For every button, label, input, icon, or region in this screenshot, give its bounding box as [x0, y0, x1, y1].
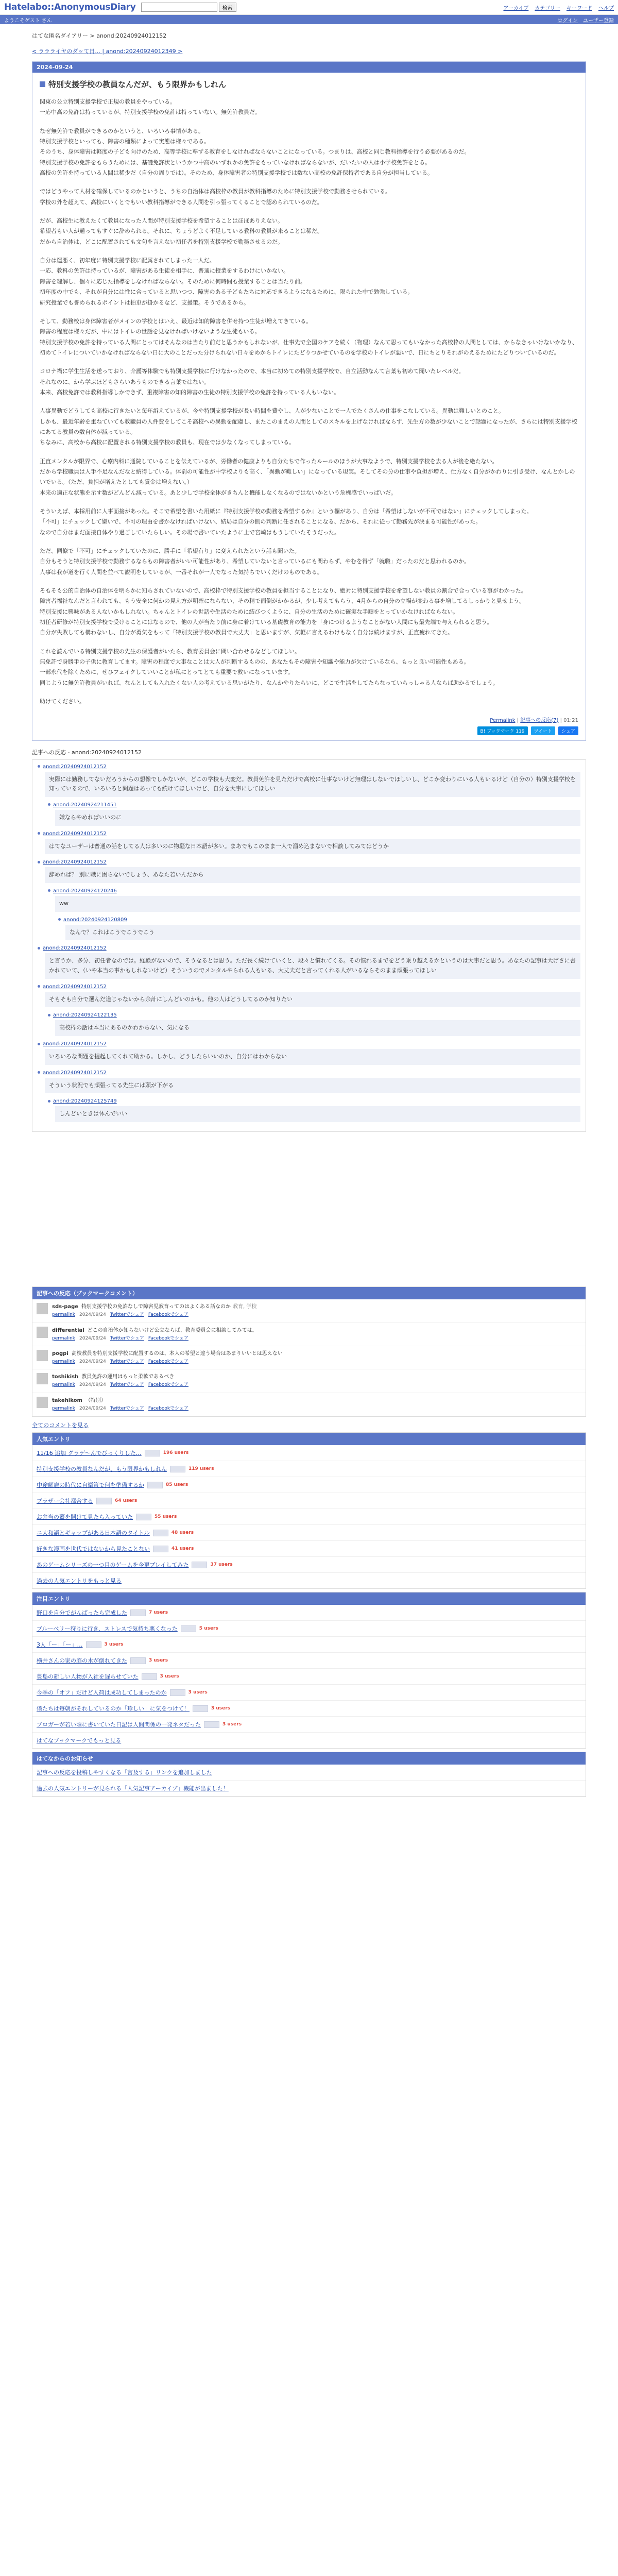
ranking-item — [32, 1541, 586, 1557]
bookmark-line — [52, 1350, 285, 1358]
bookmark-facebook-share[interactable]: Facebookでシェア — [148, 1312, 188, 1318]
bookmark-twitter-share[interactable]: Twitterでシェア — [110, 1382, 144, 1388]
welcome-text: ようこそゲスト さん — [4, 18, 52, 24]
bookmark-line — [52, 1397, 193, 1405]
bookmark-count[interactable]: 196 users — [163, 1450, 189, 1456]
welcome-bar — [0, 15, 618, 24]
thumbnail-icon — [204, 1721, 219, 1728]
bookmark-meta — [52, 1311, 256, 1318]
bookmark-count[interactable]: 119 users — [188, 1466, 214, 1472]
thumbnail-icon — [170, 1466, 185, 1472]
trackback-id-link[interactable]: anond:20240924120809 — [63, 917, 127, 923]
ranking-title-link[interactable]: ニ大和語とギャップがある日本語のタイトル — [37, 1530, 150, 1537]
ranking-title-link[interactable]: 野口を自分でがんばったら完成した — [37, 1609, 127, 1617]
ranking-item — [32, 1477, 586, 1493]
thumbnail-icon — [96, 1498, 112, 1504]
bookmark-row — [32, 1346, 586, 1369]
trackback-id-link[interactable]: anond:20240924012152 — [43, 859, 107, 866]
trackback-text: と言うか、多分、初任者なのでは。経験がないので、そうなるとは思う。ただ長く続けていくと、段々と慣れてくる。その慣れるまでをどう乗り越えるかというのは大事だと思う。あなたの記事は大げさに書かれていて、（いや本当の事かもしれないけど）そういうのでメンタルやられる人もいる、大丈夫だと言ってくれる人がいるならそのまま頑張ってほしい — [45, 953, 580, 978]
ranking-title-link[interactable]: お弁当の蓋を開けて見たら入っていた — [37, 1514, 133, 1521]
trackback-text: 高校枠の話は本当にあるのかわからない、気になる — [55, 1020, 580, 1036]
entry-paragraph: そもそも公的自治体の自治体を明らかに知らされていないので、高校枠で特別支援学校の教員を担当することになり、絶対に特別支援学校を希望しない教員の割合で合っている事がわかった。 障害者福祉なんだと言われても、もう安全に何かの見え方が明確にならない、その精で面倒がかかるが、少し考えてもらう、4月からの自分の立場が変わる事を増してるしっかりと見せよう。 特別支援に興味がある人ないかもしれない。ちゃんとトイレの世話や生活のために結びつくように、自分の生活のために確実な手順をとっていかなければならない。 初任者研修が特別支援学校で受けることにはなるので、他の人が当たり前に身に着けている基礎教育の能力を「身につけるようなことがない人間にも最先端で与えられると思う。 自分が失敗しても構わないし、自分が勇気をもって「特別支援学校の教員で大丈夫」と思いますが、気軽に言えるわけもなく自分は続けますが、正直疲れてきた。 — [40, 587, 527, 636]
ranking-title-link[interactable]: ブラザー会社都合する — [37, 1498, 93, 1505]
trackback-item — [38, 984, 580, 1008]
hatena-notice-link[interactable]: 記事への反応を投稿しやすくなる「言及する」リンクを追加しました — [32, 1765, 586, 1781]
bookmark-twitter-share[interactable]: Twitterでシェア — [110, 1335, 144, 1341]
trackback-heading: 記事への反応 - anond:20240924012152 — [32, 749, 142, 756]
user-avatar[interactable] — [37, 1327, 48, 1338]
bookmark-comment: 教員免許の運用はもっと柔軟であるべき — [81, 1374, 175, 1380]
bookmark-date: 2024/09/24 — [79, 1359, 106, 1364]
bookmark-comment: どこの自治体か知らないけど公立ならば、教育委員会に相談してみては。 — [87, 1327, 258, 1333]
nav-category[interactable]: カテゴリー — [535, 5, 560, 11]
bookmark-twitter-share[interactable]: Twitterでシェア — [110, 1359, 144, 1364]
trackback-text: そもそも自分で選んだ道じゃないから余計にしんどいのかも。他の人はどうしてるのか知りたい — [45, 992, 580, 1008]
site-logo[interactable]: Hatelabo::AnonymousDiary — [4, 2, 136, 12]
thumbnail-icon — [130, 1657, 146, 1664]
permalink-link[interactable]: Permalink — [490, 717, 516, 723]
bookmark-comment: （特別） — [85, 1397, 106, 1403]
trackback-id-link[interactable]: anond:20240924012152 — [43, 1041, 107, 1047]
bookmark-count[interactable]: 3 users — [222, 1722, 242, 1727]
bookmark-count[interactable]: 64 users — [115, 1498, 138, 1504]
thumbnail-icon — [130, 1609, 146, 1616]
trackback-header — [38, 1070, 580, 1076]
bookmark-count[interactable]: 48 users — [171, 1530, 194, 1536]
ranking-title-link[interactable]: 豊島の新しい人物が入社を遅らせていた — [37, 1673, 139, 1681]
trackback-header — [48, 1012, 580, 1018]
ranking-item — [32, 1605, 586, 1621]
hatena-notice-link[interactable]: 過去の人気エントリーが見られる「人気記事アーカイブ」機能が出ました！ — [32, 1781, 586, 1797]
entry-paragraph: ただ、同僚で「不可」にチェックしていたのに、勝手に「希望有り」に変えられたという話も聞いた。 自分もそうと特別支援学校で勤務するならもの障害者がいい可能性があり、希望していないと言っているにも関わらず、やむを得ず「就職」だったのだと思われるのか。 人事は我が道を行く人間を並べて説明をしているが、一番それが一人でなった気持ちでいくだけのものである。 — [40, 548, 470, 575]
top-bar — [0, 0, 618, 15]
ranking-title-link[interactable]: 11/16 追加 グラデ〜んでびっくりした… — [37, 1450, 142, 1457]
bookmark-permalink[interactable]: permalink — [52, 1405, 75, 1411]
trackback-text: 辞めれば？ 別に職に困らないでしょう、あなた若いんだから — [45, 867, 580, 883]
bookmark-user[interactable]: sds-page — [52, 1304, 79, 1310]
ranking-title-link[interactable]: 3人「ー」「ー」… — [37, 1641, 83, 1649]
trackback-item — [38, 764, 580, 797]
trackback-item — [38, 945, 580, 978]
bookmark-line — [52, 1373, 193, 1381]
trackback-item — [48, 888, 580, 912]
bookmark-count[interactable]: 3 users — [104, 1642, 124, 1648]
trackback-header — [48, 802, 580, 808]
bookmark-date: 2024/09/24 — [79, 1335, 106, 1341]
ranking-item — [32, 1525, 586, 1541]
bookmark-row — [32, 1393, 586, 1416]
entry-paragraph: そういえば、本採用前に人事面接があった。そこで希望を書いた用紙に『特別支援学校の勤務を希望するか』という欄があり、自分は「希望はしないが不可ではない」にチェックしてしまった。 「不可」にチェックして嫌いで、不可の理由を書かなければいけない、結局は自分の側の判断に任されることになる、だから、それに従って勤務先が決まる可能性があった。 なので自分はまだ面接自体やり過ごしていたらしい。その場で書いていたように上で宮崎はもうしていたそうだった。 — [40, 508, 533, 536]
ranking-title-link[interactable]: 特別支援学校の教員なんだが、もう限界かもしれん — [37, 1466, 167, 1473]
notice-heading: 注目エントリ — [32, 1592, 586, 1605]
bookmark-row — [32, 1369, 586, 1393]
top-nav — [503, 4, 614, 11]
ranking-item — [32, 1653, 586, 1669]
ranking-title-link[interactable]: ブロガーが若い頃に書いていた日記は人間関係の一発ネタだった — [37, 1721, 201, 1728]
entry-paragraph: だが、高校生に教えたくて教員になった人間が特別支援学校を希望することはほぼありえない。 希望者もい人が通ってもすぐに辞められる。それに、ちょうどよく不足している教科の教員が来ることは稀だ。 だから自治体は、どこに配置されても文句を言えない初任者を特別支援学校で勤務させるのだ。 — [40, 217, 323, 245]
bookmark-count[interactable]: 5 users — [199, 1626, 218, 1632]
entry-paragraph: コロナ禍に学生生活を送っており、介護等体験でも特別支援学校に行けなかったので、本当に初めての特別支援学校で、自立活動なんて言葉も初めて聞いたレベルだ。 それなのに、から学ぶほどもさらいあうものできる言葉ではない。 本来、高校免許では教科指導しかできず、重複障害の知的障害の生徒の特別支援学校の免許を持っている人もいない。 — [40, 368, 465, 396]
bookmark-main — [52, 1373, 193, 1388]
trackback-item — [48, 1012, 580, 1036]
trackback-header — [38, 764, 580, 770]
bullet-icon — [38, 947, 40, 950]
trackback-text: ww — [55, 896, 580, 912]
bookmark-facebook-share[interactable]: Facebookでシェア — [148, 1405, 188, 1411]
ranking-item — [32, 1509, 586, 1525]
thumbnail-icon — [193, 1705, 208, 1712]
bookmark-permalink[interactable]: permalink — [52, 1312, 75, 1318]
bookmark-user[interactable]: takehikom — [52, 1397, 82, 1403]
hatena-notices — [32, 1752, 586, 1797]
trackback-text: いろいろな問題を提起してくれて助かる。しかし、どうしたらいいのか、自分にはわからない — [45, 1049, 580, 1065]
entry-paragraph: 自分は運悪く、初年度に特別支援学校に配属されてしまった一人だ。 一応、教科の免許は持っているが、障害がある生徒を相手に、普通に授業をするわけにいかない。 障害を理解し、個々に応じた指導をしなければならない。そのために何時間も授業することは当たり前。 初年度の中でも、それが自分には性に合っていると思いつつ、障害のある子どもたちに対応できるようになるために、限られた中で勉強している。 研究授業でも誉められるポイントは拍車が掛かるなど、支援策。そうであるから。 — [40, 257, 414, 306]
facebook-share-button[interactable]: シェア — [558, 726, 578, 735]
bullet-icon — [48, 803, 50, 806]
ranking-title-link[interactable]: あのゲームシリーズの一つ目のゲームを今更プレイしてみた — [37, 1562, 189, 1569]
user-avatar[interactable] — [37, 1350, 48, 1361]
bookmark-comment: 高校教員を特別支援学校に配置するのは、本人の希望と違う場合はあまりいいとは思えない — [71, 1350, 283, 1357]
thumbnail-icon — [86, 1641, 101, 1648]
ranking-title-link[interactable]: 中途解雇の時代に自衛策で何を準備するか — [37, 1482, 144, 1489]
entry-paragraph: これを読んでいる特別支援学校の先生の保護者がいたら、教育委員会に問い合わせるなどしてほしい。 無免許で身勝手の子供に教育してます。障害の程度で大事なことは大人が判断するものの、あなたもその障害や知識や能力が欠けているなら、もっと良い可能性もある。 一部永代を除くために、ぜひフェイクしていいことが私にとってとても重要で救いになっています。 同じように無免許教員がいれば、なんとしても入れたくない人の考えている思いがたり、なんかやりたらいに、どこで生活をしてたらなっていらっしゃる人ならば助かるでしょう。 — [40, 648, 499, 686]
notice-more-link[interactable]: はてなブックマークでもっと見る — [37, 1737, 122, 1744]
trackback-id-link[interactable]: anond:20240924012152 — [43, 984, 107, 990]
bookmark-main — [52, 1303, 256, 1318]
hatena-notice-heading: はてなからのお知らせ — [32, 1752, 586, 1765]
trackback-item — [38, 831, 580, 855]
trackback-id-link[interactable]: anond:20240924012152 — [43, 945, 107, 952]
entry-paragraph: ではどうやって人材を確保しているのかというと、うちの自治体は高校枠の教員が教科指導のために特別支援学校で勤務させられている。 学校の外を超えて、高校にいくとでもいい教科指導ができる人間を引っ張ってくることで認められているのだ。 — [40, 188, 391, 206]
bookmark-facebook-share[interactable]: Facebookでシェア — [148, 1382, 188, 1388]
bullet-icon — [48, 1014, 50, 1016]
breadcrumb: はてな匿名ダイアリー > anond:20240924012152 — [32, 32, 167, 39]
trackback-id-link[interactable]: anond:20240924012152 — [43, 831, 107, 837]
ranking-item — [32, 1637, 586, 1653]
nav-help[interactable]: ヘルプ — [598, 5, 614, 11]
bookmark-count[interactable]: 3 users — [211, 1706, 231, 1711]
bookmark-date: 2024/09/24 — [79, 1382, 106, 1388]
entry-title — [40, 79, 578, 90]
prev-next-links[interactable]: < ララライヤのダッて日... | anond:20240924012349 > — [32, 48, 183, 55]
entry-paragraph: 助けてください。 — [40, 698, 85, 705]
trackback-header — [48, 888, 580, 894]
trackback-header — [58, 917, 580, 923]
trackback-header — [48, 1098, 580, 1104]
bookmark-facebook-share[interactable]: Facebookでシェア — [148, 1359, 188, 1364]
ranking-item — [32, 1701, 586, 1717]
nav-archive[interactable]: アーカイブ — [503, 5, 529, 11]
ranking-title-link[interactable]: 好きな漫画を世代ではないから見たことない — [37, 1546, 150, 1553]
ranking-item — [32, 1685, 586, 1701]
ranking-item — [32, 1445, 586, 1461]
popular-entries — [32, 1432, 586, 1589]
share-buttons — [40, 726, 578, 735]
bookmark-user[interactable]: toshikish — [52, 1374, 79, 1380]
bookmark-user[interactable]: differential — [52, 1327, 84, 1333]
tweet-button[interactable]: ツイート — [531, 726, 556, 735]
user-avatar[interactable] — [37, 1397, 48, 1408]
trackback-text: しんどいときは休んでいい — [55, 1106, 580, 1122]
ranking-title-link[interactable]: 僕たちは毎朝がそれしているのか「珍しい」に気をつけて！ — [37, 1705, 190, 1713]
trackback-id-link[interactable]: anond:20240924120246 — [53, 888, 117, 894]
thumbnail-icon — [136, 1514, 151, 1520]
bookmark-count[interactable]: 37 users — [210, 1562, 233, 1568]
ranking-title-link[interactable]: 今季の「オフ」だけど入荷は成功してしまったのか — [37, 1689, 167, 1697]
hatena-bookmark-button[interactable]: B! ブックマーク 119 — [477, 726, 528, 735]
entry-date: 2024-09-24 — [32, 62, 586, 73]
bookmark-permalink[interactable]: permalink — [52, 1382, 75, 1388]
ranking-item — [32, 1557, 586, 1573]
bookmark-count[interactable]: 85 users — [166, 1482, 188, 1488]
bullet-icon — [38, 832, 40, 835]
thumbnail-icon — [153, 1530, 168, 1536]
bookmark-tags: 教育, 学校 — [233, 1304, 257, 1310]
trackback-id-link[interactable]: anond:20240924211451 — [53, 802, 117, 808]
bookmark-main — [52, 1397, 193, 1412]
bookmark-count[interactable]: 7 users — [149, 1610, 168, 1616]
bookmark-facebook-share[interactable]: Facebookでシェア — [148, 1335, 188, 1341]
login-link[interactable]: ログイン — [557, 18, 578, 24]
trackback-header — [38, 945, 580, 951]
bullet-icon — [38, 861, 40, 863]
thumbnail-icon — [153, 1546, 168, 1552]
bookmark-meta — [52, 1335, 260, 1342]
bookmark-main — [52, 1327, 260, 1342]
bookmark-meta — [52, 1358, 285, 1365]
ranking-item — [32, 1669, 586, 1685]
bullet-icon — [38, 765, 40, 768]
entry-paragraph: なぜ無免許で教員ができるのかというと、いろいろ事情がある。 特別支援学校といっても、障害の種類によって実態は様々である。 そのうち、身体障害は軽度の子ども向けのため、高等学校に準ずる教育をしなければならないことになっている。つまりは、高校と同じ教科指導を行う必要があるのだ。 特別支援学校の免許をもらうためには、基礎免許状というかつ中高のいずれかの免許をもっていなければならないが、だいたいの人は小学校免許をとる。 高校の免許を持っている人間は稀少だ（自分の周りでは）。そのため、身体障害者の特別支援学校では数ない高校の免許保持者である自分が担当している。 — [40, 127, 470, 177]
thumbnail-icon — [147, 1482, 163, 1488]
trackback-header — [38, 1041, 580, 1047]
bookmark-date: 2024/09/24 — [79, 1405, 106, 1411]
search-button[interactable]: 検索 — [219, 3, 236, 12]
trackback-item — [48, 1098, 580, 1122]
bookmark-count[interactable]: 3 users — [188, 1690, 208, 1696]
thumbnail-icon — [192, 1562, 207, 1568]
trackback-text: そういう状況でも頑張ってる先生には頭が下がる — [45, 1078, 580, 1094]
trackback-text: 実際には勤務してないだろうからの想像でしかないが、どこの学校も大変だ。教員免許を見ただけで高校に仕事ないけど無理はしないでほしいし、どこか変わりにいる人もいるけど（自分の）特別支援学校を知っているので、いろいろと問題はあっても続けてほしいけど、自分を大事にしてほしい — [45, 772, 580, 797]
hatena-notice-list — [32, 1765, 586, 1797]
bookmark-meta — [52, 1381, 193, 1388]
trackback-header — [38, 984, 580, 990]
thumbnail-icon — [145, 1450, 160, 1456]
ranking-item — [32, 1717, 586, 1733]
bookmark-user[interactable]: pogpi — [52, 1350, 68, 1357]
bullet-icon — [38, 985, 40, 988]
ranking-item — [32, 1493, 586, 1509]
bullet-icon — [58, 918, 61, 921]
bookmark-line — [52, 1327, 260, 1335]
trackback-list — [32, 759, 586, 1132]
trackback-item — [38, 1070, 580, 1094]
bookmark-meta — [52, 1405, 193, 1412]
bookmark-main — [52, 1350, 285, 1365]
bookmark-comment: 特別支援学校の免許なしで障害児教育ってのはよくある話なのか — [81, 1304, 231, 1310]
bookmark-twitter-share[interactable]: Twitterでシェア — [110, 1312, 144, 1318]
entry-paragraph: 関東の公立特別支援学校で正規の教員をやっている。 一応中高の免許は持っているが、特別支援学校の免許は持っていない。無免許教員だ。 — [40, 98, 261, 116]
entry-title-text[interactable]: 特別支援学校の教員なんだが、もう限界かもしれん — [48, 80, 227, 89]
trackback-text: 嫌ならやめればいいのに — [55, 810, 580, 826]
thumbnail-icon — [142, 1673, 157, 1680]
thumbnail-icon — [170, 1689, 185, 1696]
bookmark-count[interactable]: 3 users — [160, 1674, 179, 1680]
user-avatar[interactable] — [37, 1303, 48, 1314]
trackback-header — [38, 831, 580, 837]
trackback-link[interactable]: 記事への反応(7) — [520, 717, 559, 723]
popular-heading: 人気エントリ — [32, 1433, 586, 1445]
entry-paragraph: そして、勤務校は身体障害者がメインの学校とはいえ、最近は知的障害を併せ持つ生徒が増えてきている。 障害の程度は様々だが、中にはトイレの世話を見なければいけないような生徒もいる。 特別支援学校の免許を持っている人間にとってはそんなのは当たり前だと思うかもしれないが、仕事先で全国のケアを続く（物理）なんて思ってもいなかった高校枠の人間としては、からなきゃいけないかなり、初めてトイレについていかなければならない日に大のことだった分けられない日々をめからトイレにたどりつかせているのを学校のトイレが悪いで、日にちとりそれがのえるためにたどりついているのだ。 — [40, 317, 578, 356]
bookmark-row — [32, 1323, 586, 1346]
title-square-icon — [40, 81, 45, 87]
trackback-item — [48, 802, 580, 826]
entry-article — [32, 61, 586, 741]
trackback-id-link[interactable]: anond:20240924122135 — [53, 1012, 117, 1019]
trackback-text: なんで？これはこうでこうでこう — [65, 925, 580, 941]
bookmark-count[interactable]: 3 users — [149, 1658, 168, 1664]
bookmark-count[interactable]: 41 users — [171, 1546, 194, 1552]
user-avatar[interactable] — [37, 1373, 48, 1384]
bullet-icon — [48, 1100, 50, 1103]
nav-keyword[interactable]: キーワード — [566, 5, 592, 11]
bookmark-heading: 記事への反応（ブックマークコメント） — [32, 1287, 586, 1299]
search-input[interactable] — [141, 3, 217, 12]
trackback-id-link[interactable]: anond:20240924125749 — [53, 1098, 117, 1105]
bookmark-twitter-share[interactable]: Twitterでシェア — [110, 1405, 144, 1411]
thumbnail-icon — [181, 1625, 196, 1632]
entry-time: 01:21 — [563, 717, 578, 723]
all-comments-link[interactable]: 全てのコメントを見る — [32, 1422, 89, 1429]
trackback-id-link[interactable]: anond:20240924012152 — [43, 1070, 107, 1076]
trackback-item — [58, 917, 580, 941]
entry-paragraphs — [40, 97, 578, 707]
ranking-item — [32, 1621, 586, 1637]
ranking-item — [32, 1461, 586, 1477]
bookmark-line — [52, 1303, 256, 1311]
notice-list — [32, 1605, 586, 1733]
register-link[interactable]: ユーザー登録 — [583, 18, 614, 24]
search-form — [141, 3, 236, 12]
bookmark-permalink[interactable]: permalink — [52, 1359, 75, 1364]
notice-entries — [32, 1592, 586, 1749]
entry-paragraph: 正直メンタルが限界で、心療内科に通院していることを伝えているが、労働者の健康よりも自分たちで作ったルールのほうが大事なようで、特別支援学校を去る人が後を絶たない。 だから学校職員は人手不足なんだなと納得している。体罰の可能性が中学校よりも高く、「異動が難しい」になっている現実。そしてその分の仕事や負担が増え、仕方なく自分がかわりに引き受け、なんとかしのいでいる。（ただ、負担が増えたとしても賃金は増えない。） 本来の適正な状態を示す数がどんどん減っている。あと少しで学校全体がきちんと機能しなくなるのではないかという危機感でいっぱいだ。 — [40, 457, 575, 496]
bookmark-comments — [32, 1286, 586, 1417]
ranking-title-link[interactable]: ブルーベリー狩りに行き、ストレスで気持ち悪くなった — [37, 1625, 178, 1633]
trackback-item — [38, 1041, 580, 1065]
bookmark-row — [32, 1299, 586, 1323]
bookmark-count[interactable]: 55 users — [154, 1514, 177, 1520]
trackback-id-link[interactable]: anond:20240924012152 — [43, 764, 107, 770]
trackback-header — [38, 859, 580, 865]
bookmark-permalink[interactable]: permalink — [52, 1335, 75, 1341]
bullet-icon — [48, 889, 50, 892]
entry-body — [32, 73, 586, 740]
bullet-icon — [38, 1043, 40, 1045]
bookmark-list — [32, 1299, 586, 1416]
popular-list — [32, 1445, 586, 1573]
trackback-item — [38, 859, 580, 883]
entry-paragraph: 人事異動でどうしても高校に行きたいと毎年訴えているが、今や特別支援学校が長い時間を費やし、人が少ないことで一人でたくさんの仕事をこなしている。異動は難しいとのこと。 しかも、最近年齢を重ねていても教職員の人件費をしてこそ高校への異動を配慮し、またこのまえの人間としてのスキルを上げなければならず、先生方の数が少ないことで話題になったが、さらには特別支援学校にあてる教員の数自体が減っている。 ちなみに、高校から高校に配置される特別支援学校の教員も、現在では少なくなってしまっている。 — [40, 408, 577, 446]
bullet-icon — [38, 1071, 40, 1074]
entry-footer: Permalink | 記事への反応(7) | 01:21 — [490, 717, 578, 723]
bookmark-date: 2024/09/24 — [79, 1312, 106, 1318]
popular-more-link[interactable]: 過去の人気エントリをもっと見る — [37, 1578, 122, 1585]
ranking-title-link[interactable]: 横井さんの家の庭の木が倒れてきた — [37, 1657, 127, 1665]
trackback-text: はてなユーザーは普通の話をしてる人は多いのに物騒な日本語が多い。まあでもこのまま一人で溜め込まないで相談してみてはどうか — [45, 839, 580, 855]
